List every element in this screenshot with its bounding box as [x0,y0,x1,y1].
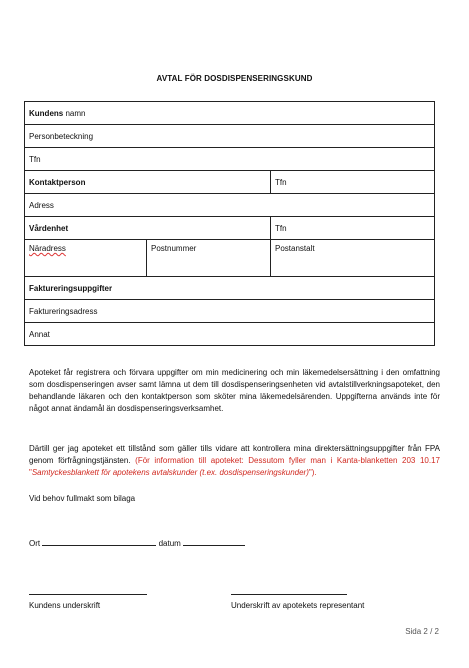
ort-label: Ort [29,539,41,548]
cell-naradress[interactable]: Näradress [25,240,147,277]
cell-personbeteckning[interactable]: Personbeteckning [25,125,435,148]
pharmacy-note: (För information till apoteket: Dessutom fyller man i Kanta-blanketten 203 10.17 "Samtyckesblankett för apotekens avtalskunder (t.ex. dosdispenseringskunder)"). [29,456,440,477]
form-row-kund [25,102,435,125]
cell-postanstalt[interactable]: Postanstalt [271,240,435,277]
document-title: AVTAL FÖR DOSDISPENSERINGSKUND [156,74,313,83]
cell-kund-namn[interactable]: Kundens namn [25,102,435,125]
cell-postnummer[interactable]: Postnummer [147,240,271,277]
fullmakt-note: Vid behov fullmakt som bilaga [29,494,136,503]
cell-kontaktperson[interactable]: Kontaktperson [25,171,271,194]
cell-vardenhet-tfn[interactable]: Tfn [271,217,435,240]
form-row-fakturering [25,277,435,300]
fpa-paragraph: Därtill ger jag apoteket ett tillstånd som gäller tills vidare att kontrollera mina direktersättningsuppgifter från FPA genom förfrågningstjänsten. (För information till apoteket: Dessutom fyller man i Kanta-blanketten 203 10.17 "Samtyckesblankett för apotekens avtalskunder (t.ex. dosdispenseringskunder)"). [29,444,440,477]
datum-label: datum [158,539,181,548]
cell-vardenhet[interactable]: Vårdenhet [25,217,271,240]
datum-field[interactable] [183,537,245,546]
form-row-tfn [25,148,435,171]
cell-annat[interactable]: Annat [25,323,435,346]
apotek-signature-line[interactable] [231,594,347,595]
cell-kontakt-tfn[interactable]: Tfn [271,171,435,194]
form-row-vardenhet [25,217,435,240]
page-number: Sida 2 / 2 [405,627,439,636]
form-row-adress [25,194,435,217]
apotek-signature-label: Underskrift av apotekets representant [231,601,365,610]
form-row-annat [25,323,435,346]
kund-signature-label: Kundens underskrift [29,601,101,610]
consent-paragraph: Apoteket får registrera och förvara uppgifter om min medicinering och min läkemedelsersättning i den omfattning som dosdispenseringen avser samt lämna ut dem till dosdispenseringsenheten vid avtalstillverkningsapoteket, den behandlande läkaren och den kontaktperson som sköter mina läkemedelsärenden. Uppgifterna används inte för något annat ändamål än dosdispenseringsverksamhet. [29,368,440,413]
form-row-kontaktperson [25,171,435,194]
form-row-naradress [25,240,435,277]
customer-form-table [24,101,435,346]
cell-faktureringsadress[interactable]: Faktureringsadress [25,300,435,323]
form-row-personbeteckning [25,125,435,148]
cell-adress[interactable]: Adress [25,194,435,217]
cell-faktureringsuppgifter: Faktureringsuppgifter [25,277,435,300]
kund-signature-line[interactable] [29,594,147,595]
cell-tfn[interactable]: Tfn [25,148,435,171]
place-date-line [29,537,245,548]
ort-field[interactable] [42,537,156,546]
form-row-faktureringsadress [25,300,435,323]
